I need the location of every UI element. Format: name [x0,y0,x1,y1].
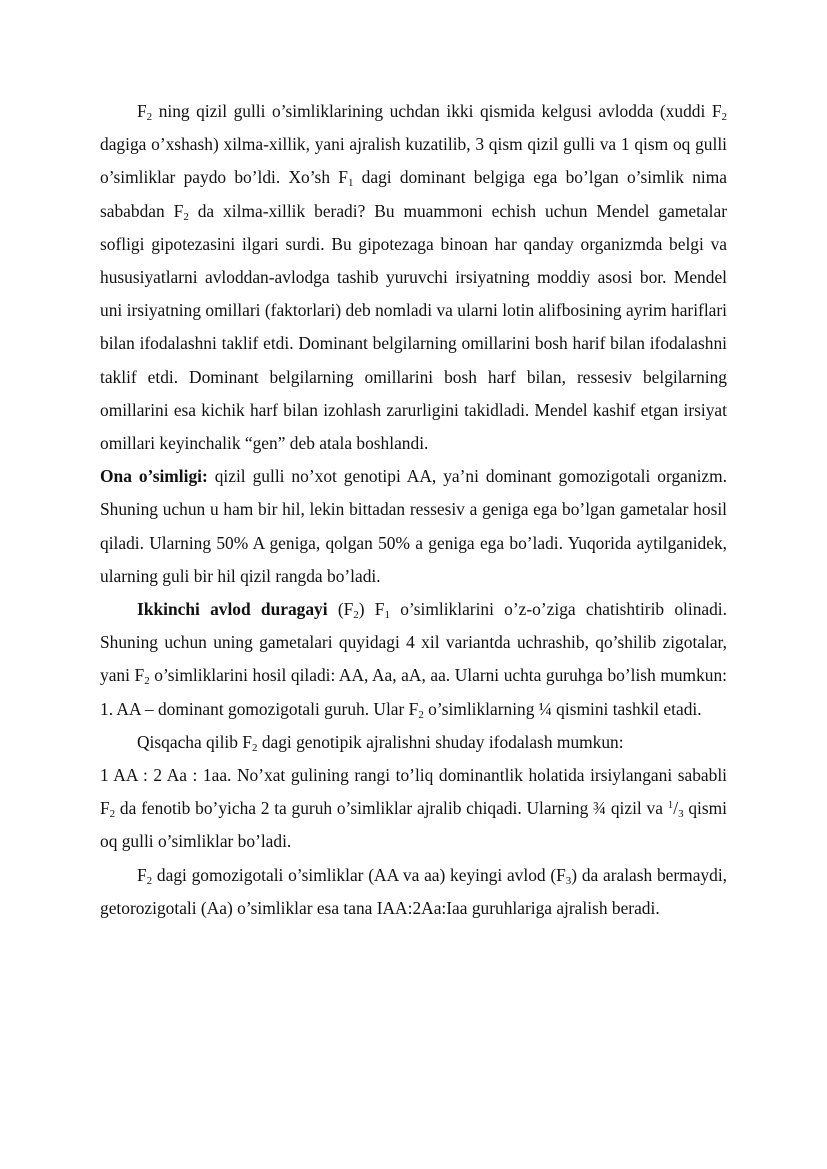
text: dagiga o’xshash) xilma-xillik, yani ajralish kuzatilib, 3 qism qizil gulli va 1 qism oq gulli o’simliklar paydo bo’ldi. Xo’sh F [100,134,727,188]
document-page [100,95,727,925]
paragraph-6 [100,859,727,925]
text: F [137,864,147,885]
subscript: 2 [144,675,150,688]
text: F [137,101,147,121]
subscript: 2 [146,111,153,123]
paragraph-5 [100,759,727,859]
text: ning qizil gulli o’simliklarining uchdan ikki qismida kelgusi avlodda (xuddi F [152,101,722,121]
text: dagi dominant belgiga ega bo’lgan o’simlik nima sababdan F [100,167,727,221]
subscript: 3 [678,808,684,821]
subscript: 2 [146,874,153,887]
text: da fenotib bo’yicha 2 ta guruh o’simliklar ajralib chiqadi. Ularning ¾ qizil va [115,798,668,819]
text: / [673,798,679,819]
subscript: 1 [384,609,390,622]
subscript: 2 [109,808,116,821]
subscript: 3 [565,874,572,887]
text: qizil gulli no’xot genotipi AA, ya’ni dominant gomozigotali organizm. Shuning uchun u ham bir hil, lekin bittadan ressesiv a geniga ega bo’lgan gametalar hosil qiladi. Ularning 50% A geniga, qolgan 50% a geniga ega bo’ladi. Yuqorida aytilganidek, ularning guli bir hil qizil rangda bo’ladi. [100,466,727,586]
subscript: 2 [353,609,359,622]
subscript: 2 [418,708,424,721]
paragraph-2 [100,460,727,593]
text: da xilma-xillik beradi? Bu muammoni echish uchun Mendel gametalar sofligi gipotezasini ilgari surdi. Bu gipotezaga binoan har qanday organizmda belgi va hususiyatlarni avloddan-avlodga tashib yuruvchi irsiyatning moddiy asosi bor. Mendel uni irsiyatning omillari (faktorlari) deb nomladi va ularni lotin alifbosining ayrim hariflari bilan ifodalashni taklif etdi. Dominant belgilarning omillarini bosh harif bilan ifodalashni taklif etdi. Dominant belgilarning omillarini bosh harf bilan, ressesiv belgilarning omillarini esa kichik harf bilan izohlash zarurligini takidladi. Mendel kashif etgan irsiyat omillari keyinchalik “gen” deb atala boshlandi. [100,200,727,454]
bold-heading: Ona o’simligi: [100,466,208,487]
text: qismi oq gulli o’simliklar bo’ladi. [100,798,727,852]
subscript: 2 [251,741,258,754]
text: o’simliklarini o’z-o’ziga chatishtirib olinadi. Shuning uchun uning gametalari quyidagi 4 xil variantda uchrashib, qo’shilib zigotalar, yani F [100,599,727,686]
text: o’simliklarini hosil qiladi: AA, Aa, aA, aa. Ularni uchta guruhga bo’lish mumkun: 1. AA – dominant gomozigotali guruh. Ular F [100,665,727,719]
text: dagi genotipik ajralishni shuday ifodalash mumkun: [257,731,624,752]
text: ) da aralash bermaydi, getorozigotali (Aa) o’simliklar esa tana IAA:2Aa:Iaa guruhlariga ajralish beradi. [100,864,728,918]
text: dagi gomozigotali o’simliklar (AA va aa) keyingi avlod (F [152,864,566,885]
paragraph-3 [100,593,727,726]
text: (F [327,599,354,620]
subscript: 2 [183,210,189,223]
subscript: 2 [721,111,727,123]
text: ) F [358,599,385,620]
superscript: 1 [667,799,674,812]
bold-heading: Ikkinchi avlod duragayi [137,599,328,620]
text: Qisqacha qilib F [137,731,252,752]
text: o’simliklarning ¼ qismini tashkil etadi. [423,698,702,719]
subscript: 1 [347,177,354,190]
paragraph-1 [100,95,727,460]
paragraph-4 [100,726,727,759]
text: 1 AA : 2 Aa : 1aa. No’xat gulining rangi to’liq dominantlik holatida irsiylangani sababli F [100,765,727,819]
